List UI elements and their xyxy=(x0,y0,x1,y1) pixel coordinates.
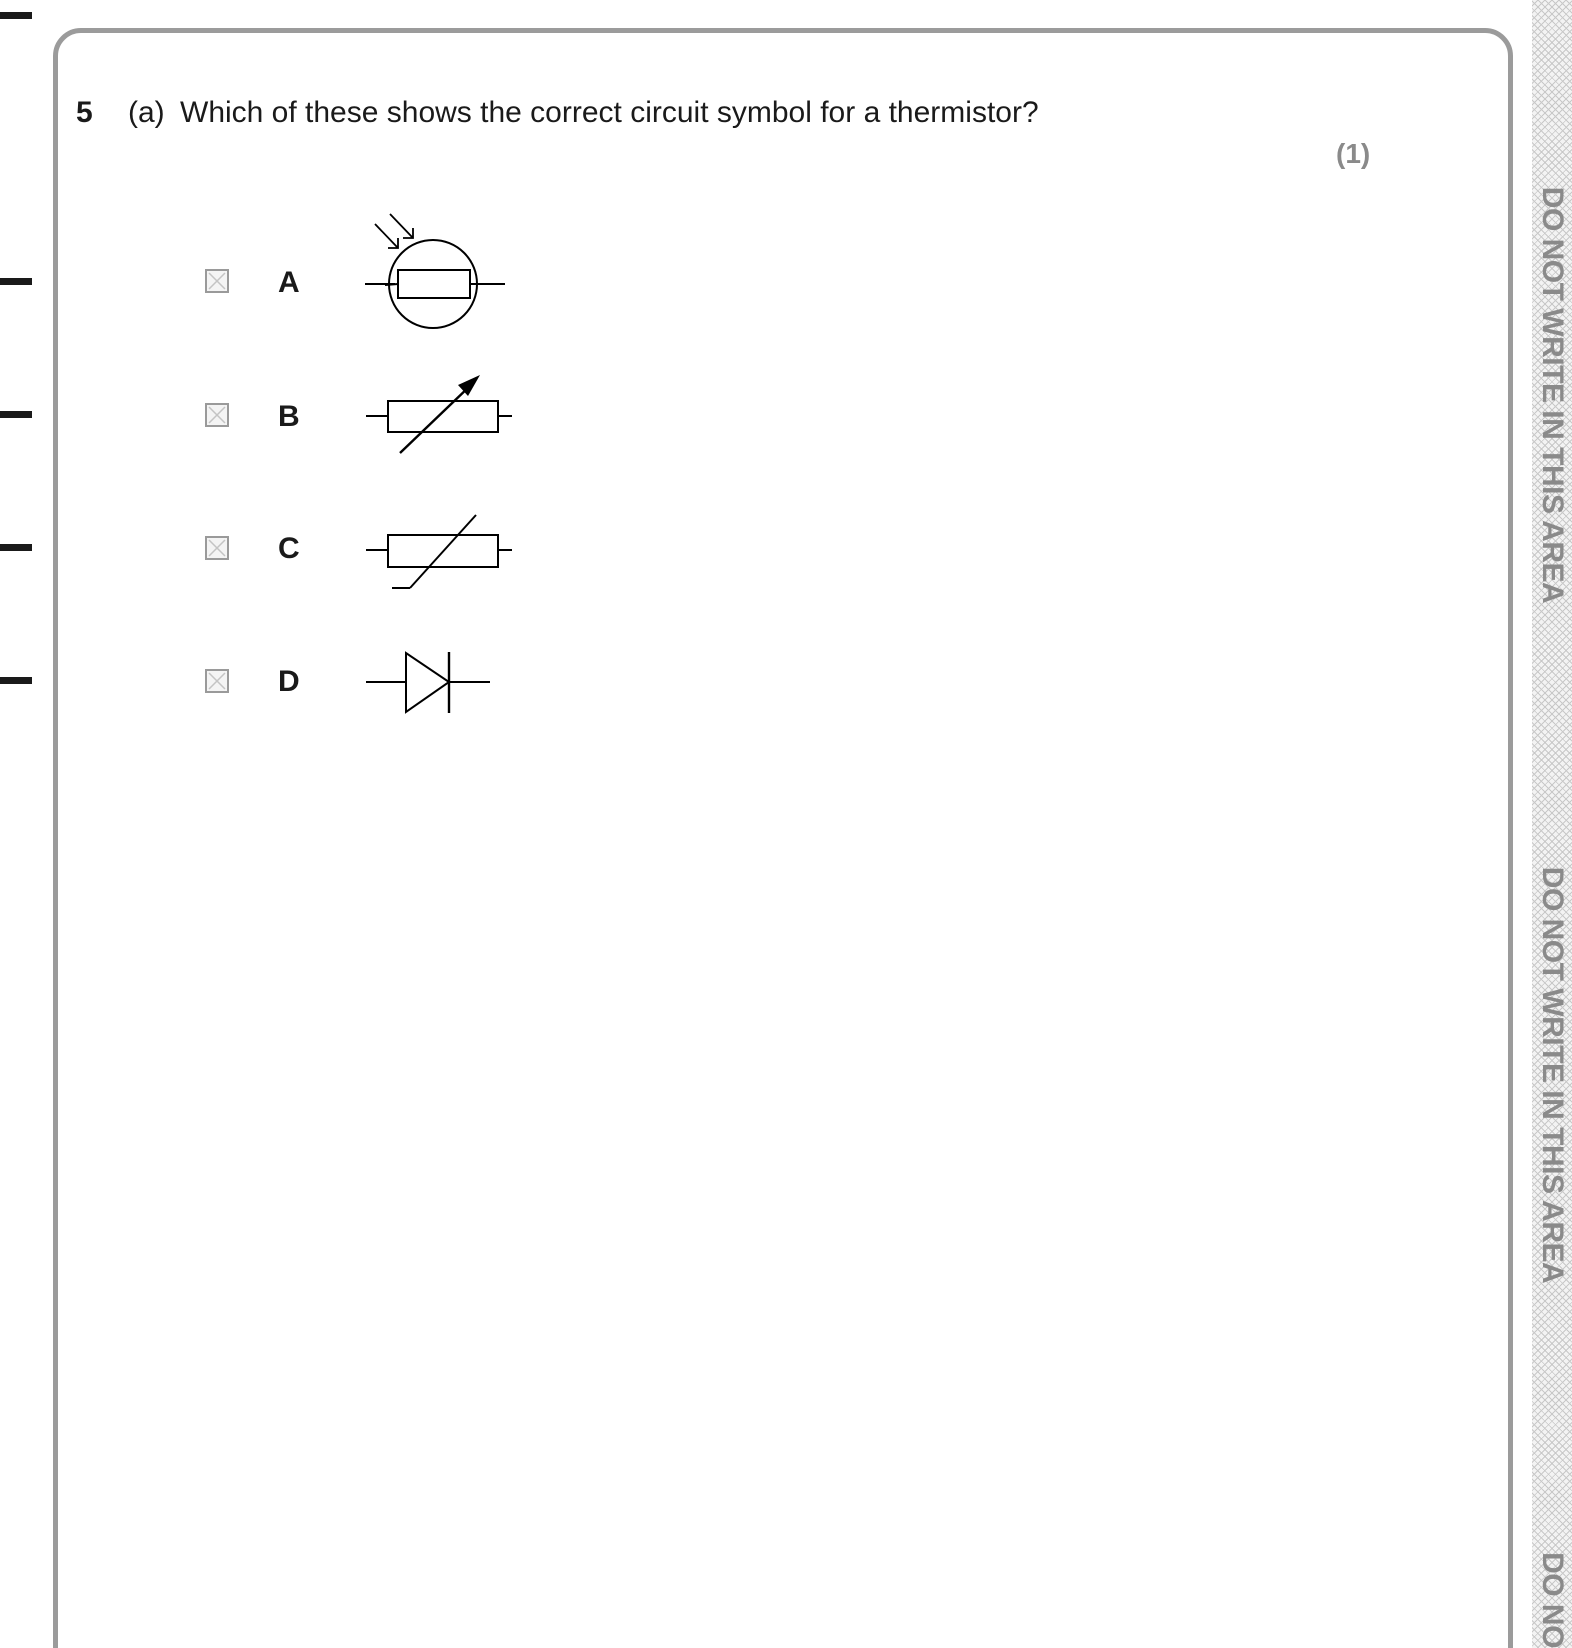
answer-checkbox-a[interactable] xyxy=(205,269,229,293)
option-letter: C xyxy=(278,532,300,565)
cross-box-icon xyxy=(207,405,227,425)
option-b xyxy=(0,350,600,470)
question-text: Which of these shows the correct circuit symbol for a thermistor? xyxy=(180,96,1039,129)
margin-notice: DO NOT WRITE IN THIS AREA xyxy=(1536,866,1569,1284)
option-letter: A xyxy=(278,266,300,299)
margin-notice: DO NOT WRITE IN THIS AREA xyxy=(1536,186,1569,604)
alignment-mark xyxy=(0,12,32,19)
question-number: 5 xyxy=(76,96,93,129)
diode-symbol-icon xyxy=(360,640,500,720)
cross-box-icon xyxy=(207,538,227,558)
answer-checkbox-d[interactable] xyxy=(205,669,229,693)
cross-box-icon xyxy=(207,271,227,291)
option-a xyxy=(0,210,600,330)
option-c xyxy=(0,500,600,620)
answer-checkbox-b[interactable] xyxy=(205,403,229,427)
variable-resistor-symbol-icon xyxy=(360,350,520,460)
answer-checkbox-c[interactable] xyxy=(205,536,229,560)
thermistor-symbol-icon xyxy=(360,500,520,600)
option-d xyxy=(0,640,600,760)
option-letter: D xyxy=(278,665,300,698)
ldr-symbol-icon xyxy=(360,210,510,330)
question-part: (a) xyxy=(128,96,165,129)
margin-notice-partial: DO NO xyxy=(1536,1552,1569,1648)
marks-label: (1) xyxy=(1336,138,1371,169)
cross-box-icon xyxy=(207,671,227,691)
option-letter: B xyxy=(278,400,300,433)
